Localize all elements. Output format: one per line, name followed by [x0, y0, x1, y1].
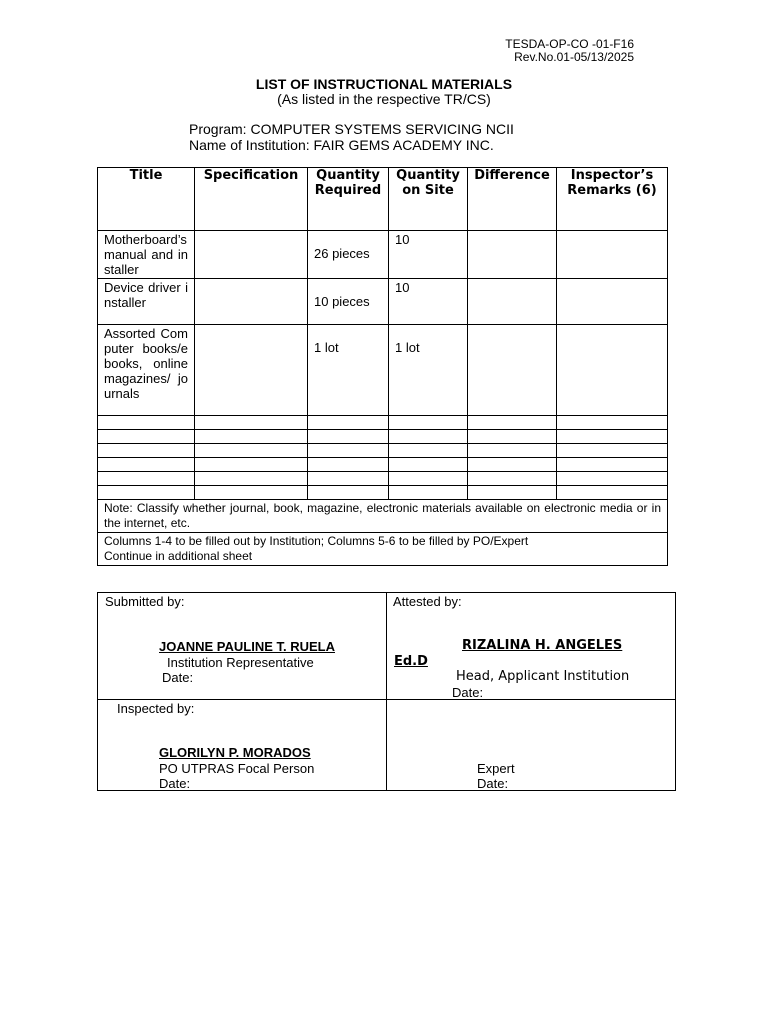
submitted-name: JOANNE PAULINE T. RUELA: [159, 639, 335, 654]
expert-role: Expert: [477, 761, 515, 776]
columns-note: Columns 1-4 to be filled out by Institution; Columns 5-6 to be filled by PO/Expert: [104, 534, 529, 548]
signature-row: [98, 700, 676, 791]
qty-required-value: 1 lot: [314, 340, 339, 355]
qty-required-value: 26 pieces: [314, 246, 370, 261]
table-row: [98, 279, 668, 325]
col-header-title: Title: [98, 168, 195, 231]
submitted-label: Submitted by:: [105, 594, 185, 609]
table-row-empty: [98, 430, 668, 444]
cell-difference: [468, 325, 557, 416]
note-text: Note: Classify whether journal, book, magazine, electronic materials available on electronic media or in the internet, etc.: [98, 500, 668, 533]
inspected-name: GLORILYN P. MORADOS: [159, 745, 311, 760]
submitted-role: Institution Representative: [167, 655, 314, 670]
instructions-cell: [98, 533, 668, 566]
attested-suffix: Ed.D: [394, 654, 428, 669]
table-row-empty: [98, 444, 668, 458]
page-title: LIST OF INSTRUCTIONAL MATERIALS: [255, 76, 513, 92]
qty-required-value: 10 pieces: [314, 294, 370, 309]
program-info: [189, 121, 514, 153]
inspected-date-label: Date:: [159, 776, 191, 791]
table-row: [98, 231, 668, 279]
institution-name: Name of Institution: FAIR GEMS ACADEMY INC.: [189, 137, 494, 153]
cell-spec: [195, 231, 308, 279]
cell-spec: [195, 279, 308, 325]
cell-title: Device driver installer: [98, 279, 195, 325]
signature-table: [97, 592, 676, 791]
attested-by-cell: [387, 593, 676, 700]
inspected-by-cell: [98, 700, 387, 791]
table-row: [98, 325, 668, 416]
col-header-specification: Specification: [195, 168, 308, 231]
attested-label: Attested by:: [393, 594, 462, 609]
submitted-date-label: Date:: [162, 670, 194, 685]
cell-qty-required: [308, 325, 389, 416]
cell-spec: [195, 325, 308, 416]
cell-qty-onsite: 10: [389, 279, 468, 325]
signature-row: [98, 593, 676, 700]
instructions-row: [98, 533, 668, 566]
cell-remarks: [557, 279, 668, 325]
document-code: [505, 38, 634, 64]
col-header-remarks: Inspector’s Remarks (6): [557, 168, 668, 231]
doc-code: TESDA-OP-CO -01-F16: [505, 37, 634, 51]
cell-title: Motherboard’s manual and installer: [98, 231, 195, 279]
attested-role: Head, Applicant Institution: [456, 669, 630, 684]
col-header-difference: Difference: [468, 168, 557, 231]
submitted-by-cell: [98, 593, 387, 700]
col-header-qty-required: Quantity Required: [308, 168, 389, 231]
table-row-empty: [98, 458, 668, 472]
table-header-row: [98, 168, 668, 231]
expert-cell: [387, 700, 676, 791]
cell-remarks: [557, 325, 668, 416]
cell-difference: [468, 231, 557, 279]
program-name: Program: COMPUTER SYSTEMS SERVICING NCII: [189, 121, 514, 137]
cell-remarks: [557, 231, 668, 279]
cell-qty-required: [308, 279, 389, 325]
attested-date-label: Date:: [452, 685, 484, 700]
cell-title: Assorted Computer books/ebooks, online magazines/ journals: [98, 325, 195, 416]
table-row-empty: [98, 472, 668, 486]
page-subtitle: (As listed in the respective TR/CS): [277, 91, 491, 107]
note-row: [98, 500, 668, 533]
cell-qty-onsite: 10: [389, 231, 468, 279]
materials-table: [97, 167, 668, 566]
revision-number: Rev.No.01-05/13/2025: [514, 50, 634, 64]
col-header-qty-onsite: Quantity on Site: [389, 168, 468, 231]
table-row-empty: [98, 486, 668, 500]
table-row-empty: [98, 416, 668, 430]
qty-onsite-value: 1 lot: [395, 340, 420, 355]
cell-qty-required: [308, 231, 389, 279]
attested-name: RIZALINA H. ANGELES: [462, 638, 623, 653]
cell-difference: [468, 279, 557, 325]
inspected-role: PO UTPRAS Focal Person: [159, 761, 315, 776]
continue-note: Continue in additional sheet: [104, 549, 253, 563]
expert-date-label: Date:: [477, 776, 509, 791]
cell-qty-onsite: [389, 325, 468, 416]
inspected-label: Inspected by:: [117, 701, 195, 716]
